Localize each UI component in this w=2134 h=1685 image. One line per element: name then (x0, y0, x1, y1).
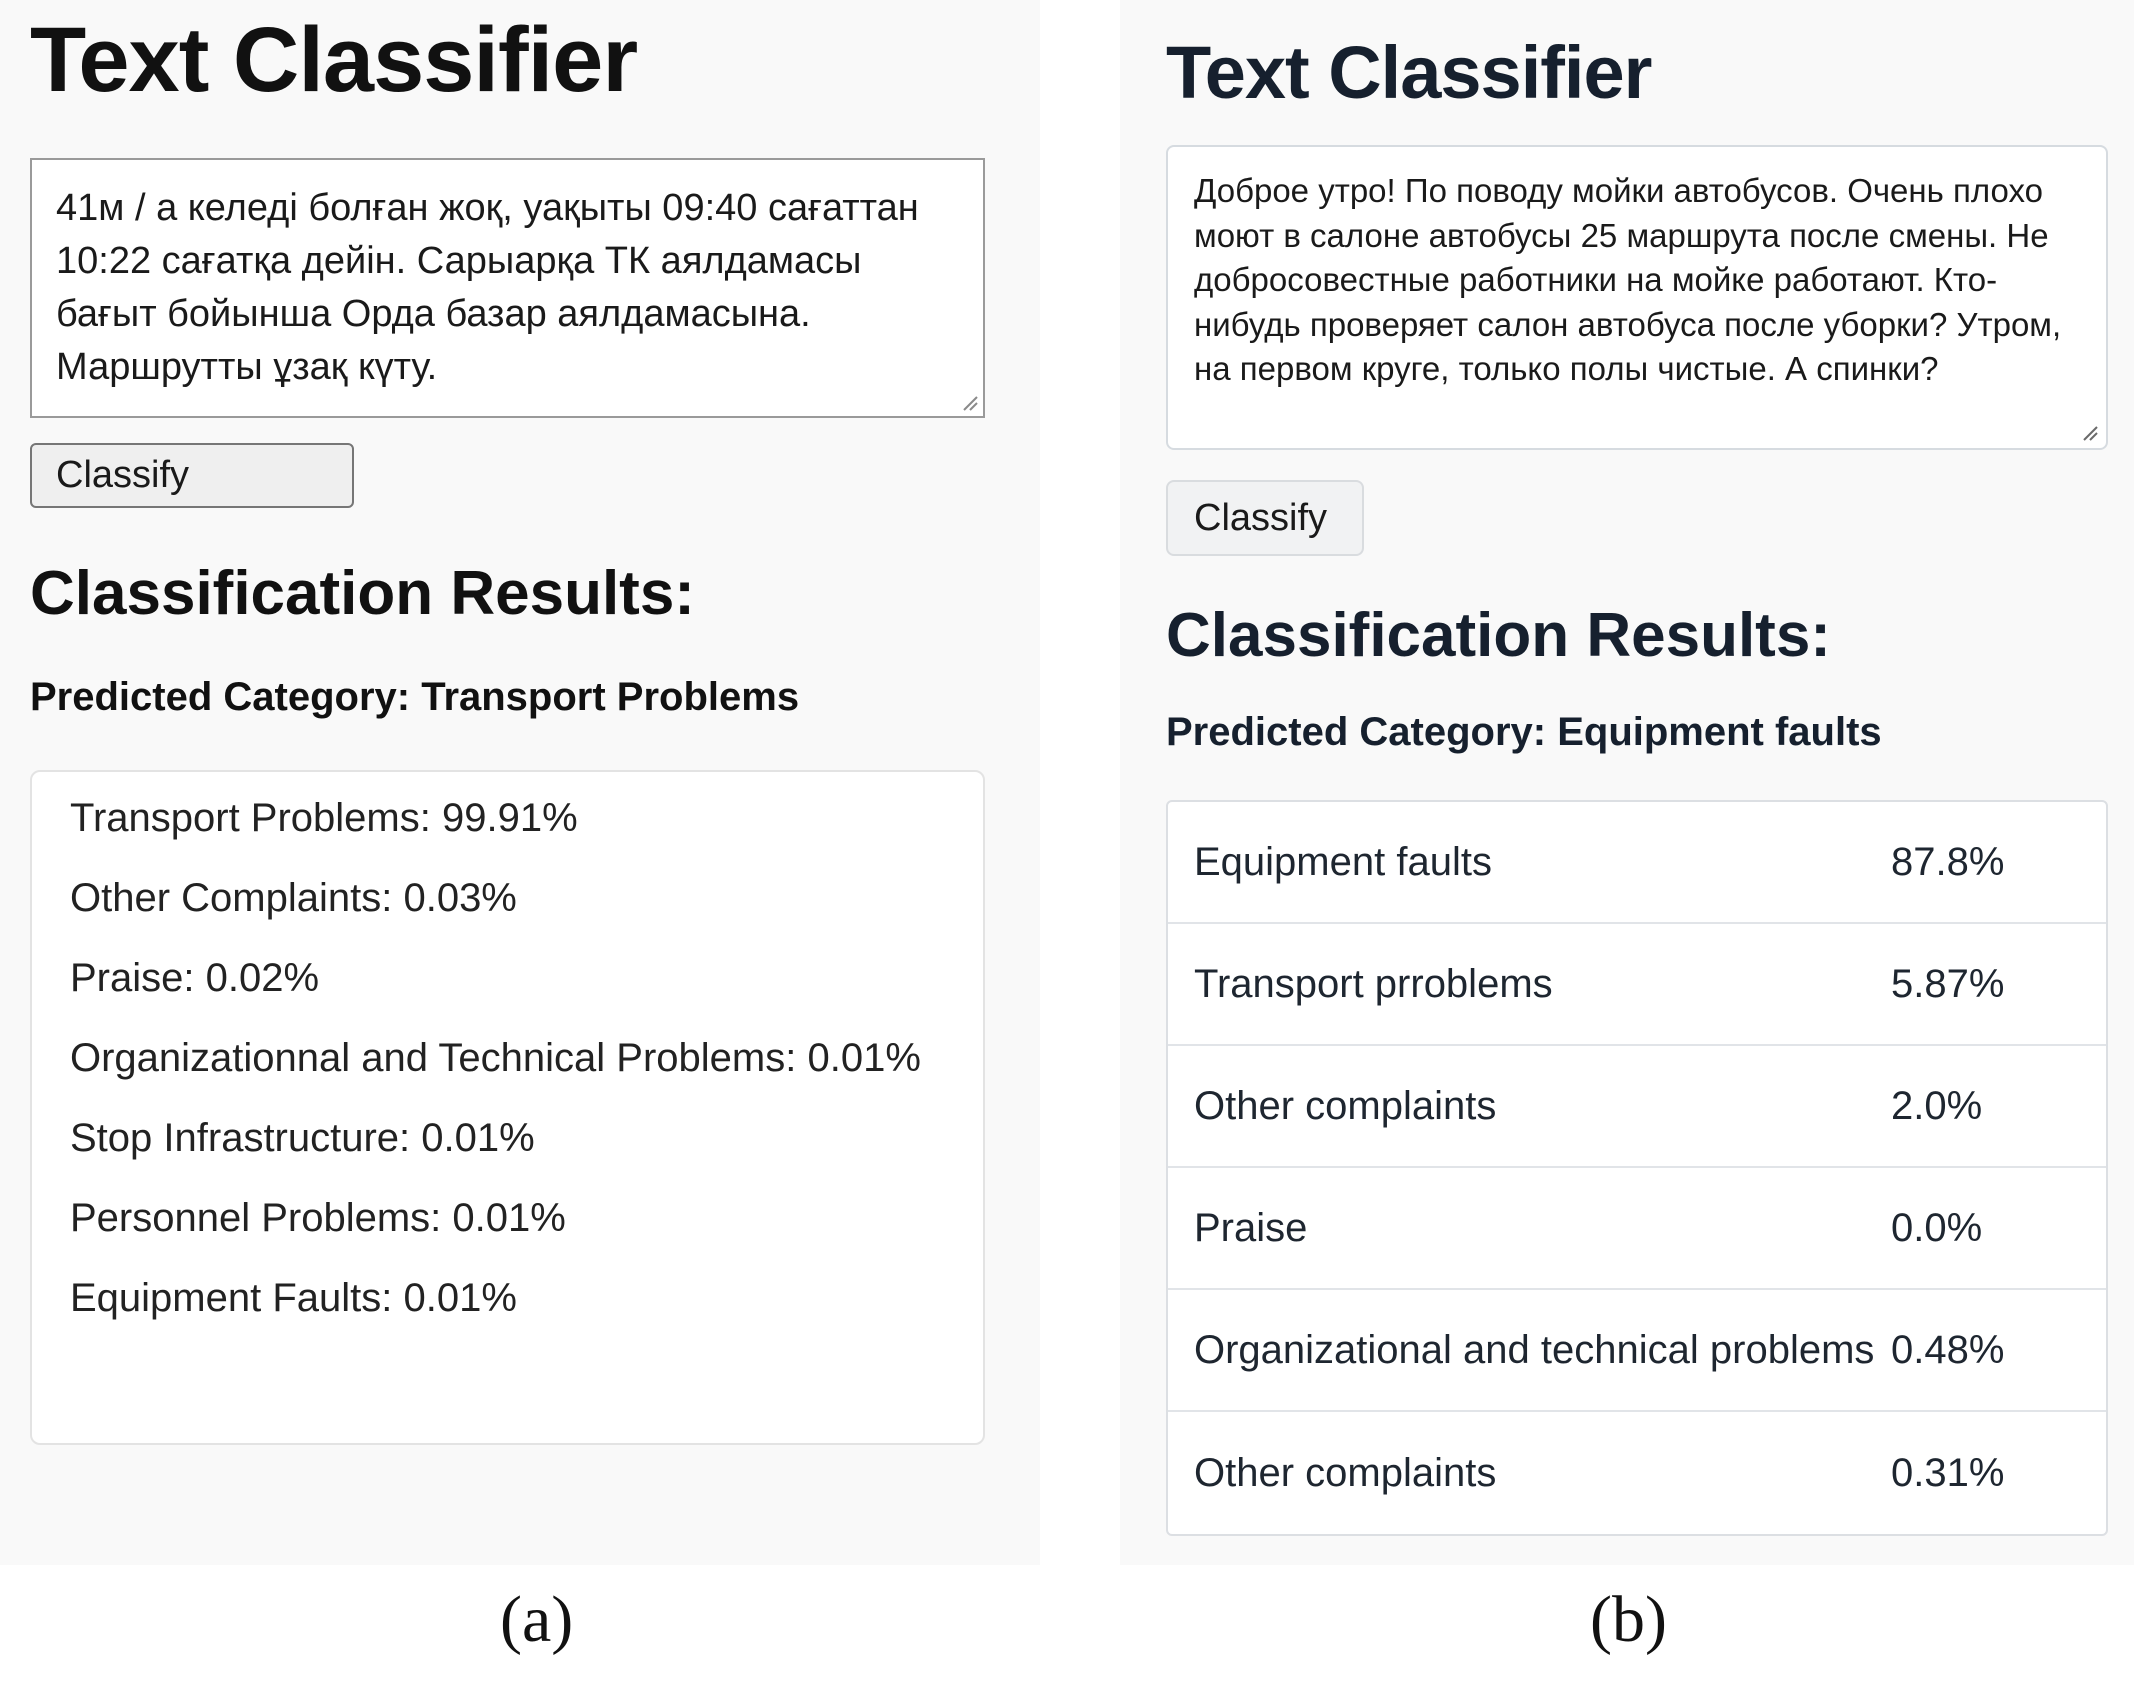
result-item: Equipment Faults: 0.01% (70, 1276, 517, 1320)
category-label: Other complaints (1194, 1083, 1497, 1128)
result-item: Other Complaints: 0.03% (70, 876, 517, 920)
page-title: Text Classifier (30, 9, 638, 111)
caption-a: (a) (500, 1583, 574, 1656)
category-label: Organizational and technical problems (1194, 1327, 1875, 1372)
text-input[interactable] (30, 158, 985, 418)
page-title: Text Classifier (1166, 31, 1652, 114)
result-item: Stop Infrastructure: 0.01% (70, 1116, 535, 1160)
results-table (1166, 800, 2108, 1536)
table-row (1168, 802, 2106, 924)
predicted-category: Predicted Category: Equipment faults (1166, 710, 1882, 754)
classify-button[interactable]: Classify (30, 443, 354, 508)
category-label: Other complaints (1194, 1450, 1497, 1495)
probability-value: 0.48% (1891, 1327, 2005, 1372)
category-label: Equipment faults (1194, 839, 1492, 884)
table-row (1168, 924, 2106, 1046)
result-item: Transport Problems: 99.91% (70, 796, 578, 840)
probability-value: 2.0% (1891, 1083, 1983, 1128)
panel-b (1120, 0, 2134, 1565)
probability-value: 87.8% (1891, 839, 2005, 884)
classify-button[interactable]: Classify (1166, 480, 1364, 556)
table-row (1168, 1046, 2106, 1168)
results-list (30, 770, 985, 1445)
resize-grip-icon[interactable] (960, 393, 978, 411)
panel-a (0, 0, 1040, 1565)
resize-grip-icon[interactable] (2080, 423, 2098, 441)
category-label: Praise (1194, 1205, 1308, 1250)
predicted-category: Predicted Category: Transport Problems (30, 675, 800, 719)
probability-value: 5.87% (1891, 961, 2005, 1006)
result-item: Personnel Problems: 0.01% (70, 1196, 566, 1240)
result-item: Organizationnal and Technical Problems: 0.01% (70, 1036, 921, 1080)
probability-value: 0.0% (1891, 1205, 1983, 1250)
text-input[interactable] (1166, 145, 2108, 450)
results-heading: Classification Results: (30, 559, 695, 628)
table-row (1168, 1412, 2106, 1534)
results-heading: Classification Results: (1166, 601, 1831, 670)
result-item: Praise: 0.02% (70, 956, 320, 1000)
table-row (1168, 1290, 2106, 1412)
category-label: Transport prroblems (1194, 961, 1553, 1006)
table-row (1168, 1168, 2106, 1290)
probability-value: 0.31% (1891, 1450, 2005, 1495)
caption-b: (b) (1590, 1583, 1667, 1656)
